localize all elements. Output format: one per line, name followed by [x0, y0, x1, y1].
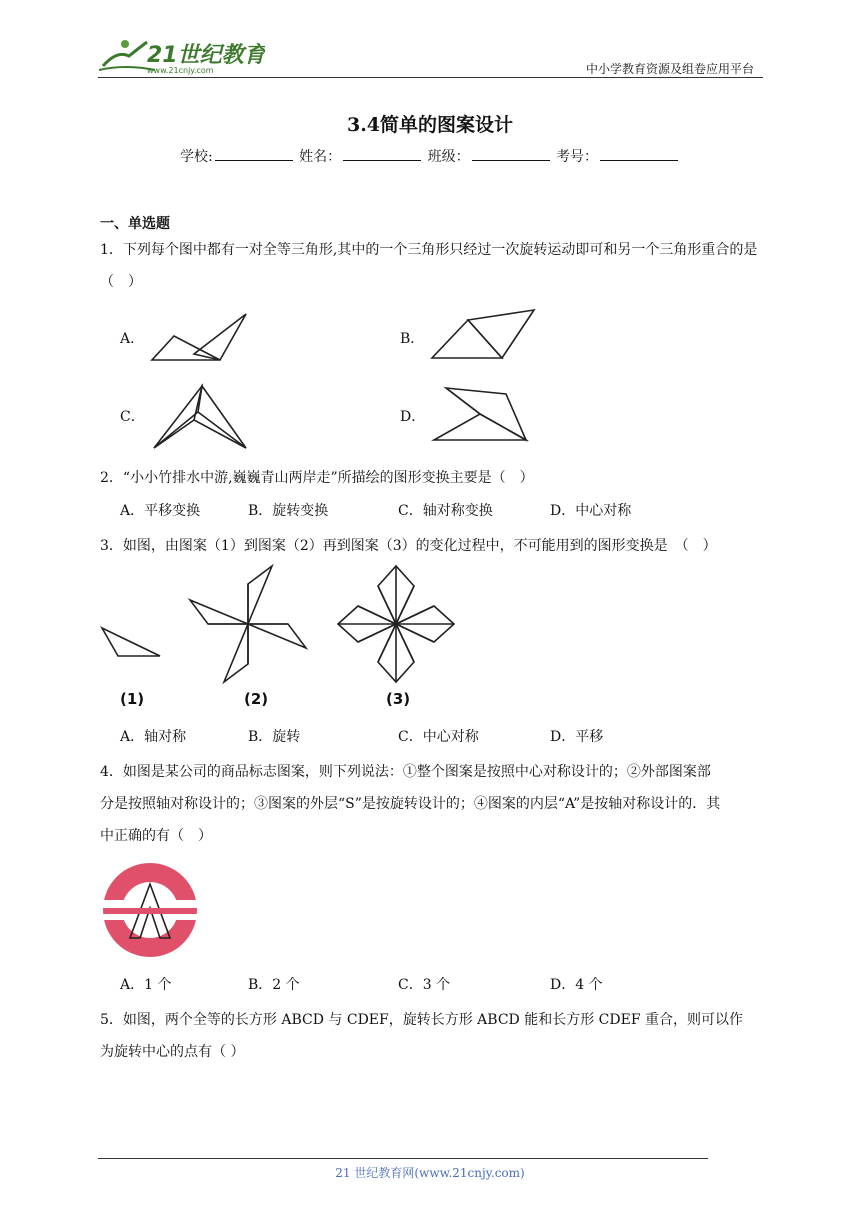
logo-text: 21世纪教育	[147, 43, 265, 68]
header-divider	[98, 77, 763, 78]
q3-option-b[interactable]: B．旋转	[248, 729, 301, 745]
school-label: 学校:	[179, 149, 213, 165]
q2-option-a[interactable]: A．平移变换	[120, 503, 201, 519]
school-blank[interactable]	[215, 146, 293, 161]
q3-option-d[interactable]: D．平移	[550, 729, 604, 745]
q1-figure-d	[430, 384, 530, 444]
q1-option-c-label[interactable]: C．	[120, 409, 145, 425]
q3-option-a[interactable]: A．轴对称	[120, 729, 187, 745]
q4-option-c[interactable]: C．3 个	[398, 977, 451, 993]
q2-option-d[interactable]: D．中心对称	[550, 503, 632, 519]
q4-option-b[interactable]: B．2 个	[248, 977, 300, 993]
exam-no-label: 考号：	[556, 149, 599, 165]
class-blank[interactable]	[472, 146, 550, 161]
question-2-text: 2．“小小竹排水中游,巍巍青山两岸走”所描绘的图形变换主要是（ ）	[100, 470, 534, 486]
q1-option-d-label[interactable]: D．	[400, 409, 426, 425]
q2-option-b[interactable]: B．旋转变换	[248, 503, 329, 519]
question-1-text: 1．下列每个图中都有一对全等三角形,其中的一个三角形只经过一次旋转运动即可和另一个三角形重合的是（ ）	[100, 242, 758, 290]
question-5-line-1: 5．如图，两个全等的长方形 ABCD 与 CDEF，旋转长方形 ABCD 能和长方形 CDEF 重合，则可以作	[100, 1012, 743, 1028]
page-title: 3.4简单的图案设计	[346, 114, 514, 136]
name-blank[interactable]	[343, 146, 421, 161]
class-label: 班级：	[427, 149, 470, 165]
q1-option-a-label[interactable]: A．	[120, 331, 145, 347]
section-heading: 一、单选题	[100, 216, 170, 232]
question-5-line-2: 为旋转中心的点有（ ）	[100, 1044, 245, 1060]
exam-no-blank[interactable]	[600, 146, 678, 161]
question-3-text: 3．如图，由图案（1）到图案（2）再到图案（3）的变化过程中，不可能用到的图形变换是 （ ）	[100, 538, 717, 554]
q2-option-c[interactable]: C．轴对称变换	[398, 503, 493, 519]
q3-label-2: (2)	[244, 690, 269, 708]
q4-option-d[interactable]: D．4 个	[550, 977, 603, 993]
q1-figure-b	[428, 308, 538, 362]
q4-option-a[interactable]: A．1 个	[120, 977, 172, 993]
logo-url: www.21cnjy.com	[147, 66, 214, 75]
name-label: 姓名：	[299, 149, 342, 165]
header-platform-text: 中小学教育资源及组卷应用平台	[585, 62, 754, 76]
question-4-line-3: 中正确的有（ ）	[100, 828, 212, 844]
q3-figure-3	[330, 560, 460, 690]
question-4-line-2: 分是按照轴对称设计的；③图案的外层“S”是按旋转设计的；④图案的内层“A”是按轴对称设计的．其	[100, 796, 721, 812]
site-logo	[95, 36, 265, 76]
q1-figure-a	[148, 310, 250, 362]
q3-label-3: (3)	[386, 690, 411, 708]
q1-figure-c	[150, 382, 250, 452]
q3-label-1: (1)	[120, 690, 145, 708]
student-info	[0, 146, 860, 166]
q1-option-b-label[interactable]: B．	[400, 331, 425, 347]
q3-option-c[interactable]: C．中心对称	[398, 729, 479, 745]
question-4-line-1: 4．如图是某公司的商品标志图案，则下列说法：①整个图案是按照中心对称设计的；②外部图案部	[100, 764, 711, 780]
footer-link[interactable]: 21 世纪教育网(www.21cnjy.com)	[335, 1166, 525, 1180]
q4-company-logo	[100, 862, 200, 958]
footer-divider	[98, 1158, 708, 1159]
